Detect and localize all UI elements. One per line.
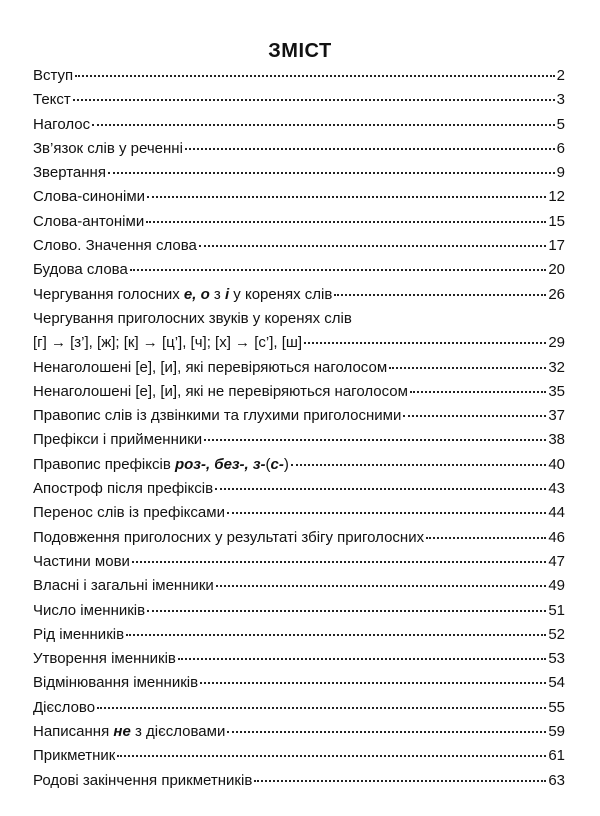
- toc-entry-label: [г] → [з’], [ж]; [к] → [ц’], [ч]; [х] → [с’], [ш]: [33, 334, 303, 352]
- toc-entry-cherhuvannia-holosnykh[interactable]: [33, 283, 565, 307]
- dot-leader: [185, 147, 555, 150]
- toc-entry-label: Рід іменників: [33, 625, 125, 643]
- toc-entry-label: Будова слова: [33, 261, 128, 279]
- toc-entry-label: Родові закінчення прикметників: [33, 771, 253, 789]
- toc-entry-synonimy[interactable]: [33, 185, 565, 209]
- toc-page-number: 53: [548, 650, 565, 668]
- dot-leader: [403, 414, 546, 417]
- toc-entry-diieslovo[interactable]: [33, 696, 565, 720]
- toc-entry-label: Ненаголошені [е], [и], які не перевіряються наголосом: [33, 382, 408, 400]
- dot-leader: [147, 609, 546, 612]
- label-text: Правопис префіксів: [33, 455, 175, 473]
- dot-leader: [132, 560, 546, 563]
- toc-entry-label: Правопис слів із дзвінкими та глухими приголосними: [33, 407, 402, 425]
- toc-page-number: 5: [556, 115, 565, 133]
- toc-entry-label: Ненаголошені [е], [и], які перевіряються наголосом: [33, 358, 388, 376]
- toc-entry-slovo-znachennia[interactable]: [33, 234, 565, 258]
- toc-page-number: 26: [548, 285, 565, 303]
- toc-entry-rid-imennykiv[interactable]: [33, 623, 565, 647]
- toc-entry-vstup[interactable]: [33, 64, 565, 88]
- toc-entry-label: Чергування приголосних звуків у коренях слів: [33, 309, 352, 327]
- dot-leader: [146, 220, 546, 223]
- dot-leader: [215, 487, 546, 490]
- toc-page-number: 44: [548, 504, 565, 522]
- dot-leader: [304, 341, 546, 344]
- toc-page-number: 52: [548, 625, 565, 643]
- toc-entry-chastyny-movy[interactable]: [33, 550, 565, 574]
- toc-entry-label: Слова-синоніми: [33, 188, 146, 206]
- dot-leader: [92, 123, 555, 126]
- emphasis-text: роз-, без-, з-: [174, 455, 266, 473]
- toc-entry-label: Частини мови: [33, 552, 130, 570]
- toc-page-number: 43: [548, 480, 565, 498]
- dot-leader: [410, 390, 546, 393]
- label-text: (: [265, 455, 271, 473]
- dot-leader: [227, 511, 546, 514]
- toc-page-number: 15: [548, 212, 565, 230]
- toc-page-number: 2: [556, 67, 565, 84]
- dot-leader: [199, 244, 546, 247]
- toc-entry-utvorennia-imennykiv[interactable]: [33, 647, 565, 671]
- toc-page-number: 3: [556, 91, 565, 109]
- dot-leader: [126, 633, 546, 636]
- dot-leader: [147, 195, 546, 198]
- toc-entry-label: Звертання: [33, 164, 106, 182]
- toc-entry-apostrof[interactable]: [33, 477, 565, 501]
- toc-page-number: 54: [548, 674, 565, 692]
- emphasis-text: е, о: [183, 285, 210, 303]
- label-text: Чергування голосних: [33, 285, 184, 303]
- toc-page-number: 20: [548, 261, 565, 279]
- toc-entry-label: Власні і загальні іменники: [33, 577, 214, 595]
- dot-leader: [254, 779, 546, 782]
- toc-page-number: 17: [548, 237, 565, 255]
- label-text: ): [283, 455, 289, 473]
- toc-page-number: 49: [548, 577, 565, 595]
- toc-entry-tekst[interactable]: [33, 88, 565, 112]
- toc-entry-label: Утворення іменників: [33, 650, 176, 668]
- toc-entry-label: [33, 720, 225, 744]
- toc-entry-label: Наголос: [33, 115, 91, 133]
- dot-leader: [97, 706, 546, 709]
- toc-entry-label: Зв’язок слів у реченні: [33, 139, 183, 157]
- dot-leader: [117, 754, 546, 757]
- toc-entry-prykmetnyk[interactable]: [33, 744, 565, 768]
- emphasis-text: не: [113, 723, 131, 741]
- toc-entry-label: Число іменників: [33, 601, 146, 619]
- dot-leader: [426, 536, 546, 539]
- toc-entry-prefiksy-pryimennyky[interactable]: [33, 428, 565, 452]
- dot-leader: [108, 171, 555, 174]
- toc-entry-label: Слово. Значення слова: [33, 237, 197, 255]
- toc-entry-label: Апостроф після префіксів: [33, 480, 214, 498]
- toc-entry-nenaholosheni-ne-pereviriaiutsia[interactable]: [33, 380, 565, 404]
- dot-leader: [334, 293, 546, 296]
- dot-leader: [389, 366, 546, 369]
- label-text: з: [209, 285, 225, 303]
- dot-leader: [216, 584, 546, 587]
- toc-entry-label: Префікси і прийменники: [33, 431, 203, 449]
- toc-entry-rodovi-zakinchennia[interactable]: [33, 769, 565, 793]
- toc-entry-cherhuvannia-pryholosnykh-heading[interactable]: [33, 307, 565, 331]
- label-text: Написання: [33, 723, 114, 741]
- toc-page-number: 55: [548, 698, 565, 716]
- toc-entry-label: Подовження приголосних у результаті збігу приголосних: [33, 528, 425, 546]
- toc-entry-label: Дієслово: [33, 698, 96, 716]
- toc-entry-zvertannia[interactable]: [33, 161, 565, 185]
- toc-page-number: 35: [548, 382, 565, 400]
- dot-leader: [200, 681, 546, 684]
- toc-entry-podovzhennia[interactable]: [33, 526, 565, 550]
- emphasis-text: с-: [270, 455, 284, 473]
- dot-leader: [73, 98, 555, 101]
- toc-entry-pravopys-prefiksiv[interactable]: [33, 453, 565, 477]
- toc-entry-cherhuvannia-pryholosnykh-sounds[interactable]: [33, 331, 565, 355]
- toc-page-number: 9: [556, 164, 565, 182]
- dot-leader: [130, 268, 546, 271]
- dot-leader: [227, 730, 546, 733]
- toc-entry-label: Прикметник: [33, 747, 116, 765]
- dot-leader: [204, 438, 546, 441]
- toc-page-number: 29: [548, 334, 565, 352]
- toc-entry-vlasni-zahalni[interactable]: [33, 574, 565, 598]
- toc-entry-antonimy[interactable]: [33, 210, 565, 234]
- toc-entry-dzvinki-hlukhi[interactable]: [33, 404, 565, 428]
- toc-entry-naholos[interactable]: [33, 113, 565, 137]
- toc-page-number: 63: [548, 771, 565, 789]
- toc-page-number: 51: [548, 601, 565, 619]
- toc-entry-nenaholosheni-pereviriaiutsia[interactable]: [33, 356, 565, 380]
- toc-page-number: 38: [548, 431, 565, 449]
- dot-leader: [291, 463, 546, 466]
- label-text: з дієсловами: [130, 723, 226, 741]
- toc-entry-label: [33, 453, 289, 477]
- toc-entry-label: Вступ: [33, 67, 74, 84]
- toc-entry-ne-z-diieslovamy[interactable]: [33, 720, 565, 744]
- table-of-contents: [33, 64, 565, 793]
- toc-page-number: 47: [548, 552, 565, 570]
- toc-entry-label: Текст: [33, 91, 71, 109]
- toc-page-number: 32: [548, 358, 565, 376]
- toc-page-number: 61: [548, 747, 565, 765]
- toc-page-number: 6: [556, 139, 565, 157]
- toc-page-number: 12: [548, 188, 565, 206]
- toc-page-number: 37: [548, 407, 565, 425]
- label-text: у коренях слів: [229, 285, 333, 303]
- toc-page-number: 40: [548, 455, 565, 473]
- toc-entry-budova-slova[interactable]: [33, 258, 565, 282]
- toc-entry-label: Слова-антоніми: [33, 212, 145, 230]
- toc-entry-zviazok-sliv[interactable]: [33, 137, 565, 161]
- toc-entry-label: [33, 283, 332, 307]
- toc-entry-label: Перенос слів із префіксами: [33, 504, 225, 522]
- toc-entry-chyslo-imennykiv[interactable]: [33, 599, 565, 623]
- dot-leader: [75, 74, 554, 77]
- emphasis-text: і: [224, 285, 230, 303]
- toc-page-number: 59: [548, 723, 565, 741]
- toc-entry-label: Відмінювання іменників: [33, 674, 199, 692]
- page-title: ЗМІСТ: [268, 40, 332, 62]
- toc-page-number: 46: [548, 528, 565, 546]
- toc-entry-perenos[interactable]: [33, 501, 565, 525]
- toc-entry-vidminiuvannia[interactable]: [33, 671, 565, 695]
- dot-leader: [178, 657, 546, 660]
